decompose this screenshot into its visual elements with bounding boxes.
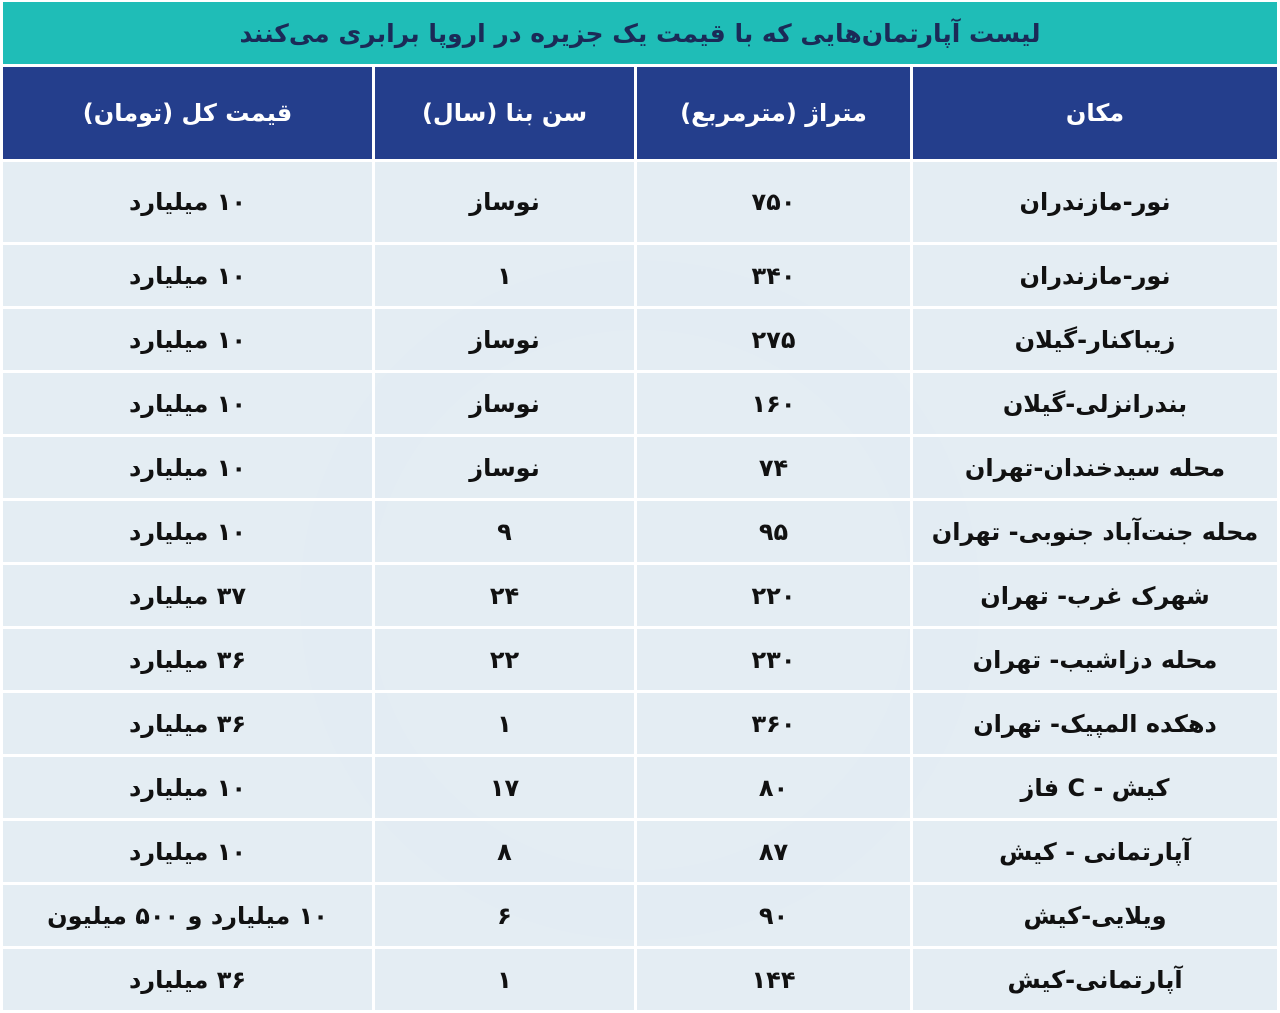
cell-price: ۱۰ میلیارد <box>3 373 372 437</box>
cell-area: ۱۶۰ <box>634 373 910 437</box>
cell-price: ۱۰ میلیارد <box>3 821 372 885</box>
cell-price: ۱۰ میلیارد <box>3 757 372 821</box>
cell-area: ۸۰ <box>634 757 910 821</box>
table-row <box>3 629 1277 693</box>
cell-location: نور-مازندران <box>910 245 1277 309</box>
cell-location: دهکده المپیک- تهران <box>910 693 1277 757</box>
cell-location: آپارتمانی-کیش <box>910 949 1277 1013</box>
cell-price: ۱۰ میلیارد <box>3 501 372 565</box>
cell-price: ۳۶ میلیارد <box>3 693 372 757</box>
cell-area: ۲۳۰ <box>634 629 910 693</box>
cell-age: ۱ <box>372 693 634 757</box>
cell-location: محله جنت‌آباد جنوبی- تهران <box>910 501 1277 565</box>
cell-age: نوساز <box>372 162 634 245</box>
table-row <box>3 949 1277 1013</box>
table-row <box>3 693 1277 757</box>
cell-price: ۱۰ میلیارد <box>3 162 372 245</box>
page-title: لیست آپارتمان‌هایی که با قیمت یک جزیره در اروپا برابری می‌کنند <box>239 18 1041 48</box>
cell-age: نوساز <box>372 309 634 373</box>
cell-location: کیش - C فاز <box>910 757 1277 821</box>
cell-area: ۲۷۵ <box>634 309 910 373</box>
cell-age: ۸ <box>372 821 634 885</box>
table-row <box>3 373 1277 437</box>
cell-location: محله سیدخندان-تهران <box>910 437 1277 501</box>
cell-location: محله دزاشیب- تهران <box>910 629 1277 693</box>
cell-age: نوساز <box>372 437 634 501</box>
table-row <box>3 821 1277 885</box>
cell-price: ۳۷ میلیارد <box>3 565 372 629</box>
cell-location: آپارتمانی - کیش <box>910 821 1277 885</box>
cell-age: ۱ <box>372 949 634 1013</box>
cell-price: ۱۰ میلیارد <box>3 309 372 373</box>
cell-area: ۲۲۰ <box>634 565 910 629</box>
cell-price: ۳۶ میلیارد <box>3 629 372 693</box>
cell-age: ۱۷ <box>372 757 634 821</box>
table-row <box>3 885 1277 949</box>
cell-price: ۱۰ میلیارد و ۵۰۰ میلیون <box>3 885 372 949</box>
cell-location: زیباکنار-گیلان <box>910 309 1277 373</box>
cell-area: ۷۴ <box>634 437 910 501</box>
table-row <box>3 437 1277 501</box>
table-row <box>3 501 1277 565</box>
cell-area: ۷۵۰ <box>634 162 910 245</box>
cell-area: ۱۴۴ <box>634 949 910 1013</box>
cell-area: ۹۰ <box>634 885 910 949</box>
cell-area: ۳۴۰ <box>634 245 910 309</box>
cell-age: ۲۲ <box>372 629 634 693</box>
cell-location: نور-مازندران <box>910 162 1277 245</box>
cell-location: ویلایی-کیش <box>910 885 1277 949</box>
table-header-row <box>3 67 1277 162</box>
cell-area: ۹۵ <box>634 501 910 565</box>
cell-location: شهرک غرب- تهران <box>910 565 1277 629</box>
table-row <box>3 162 1277 245</box>
cell-price: ۱۰ میلیارد <box>3 245 372 309</box>
cell-age: ۹ <box>372 501 634 565</box>
header-age: سن بنا (سال) <box>372 67 634 162</box>
header-location: مکان <box>910 67 1277 162</box>
table-row <box>3 309 1277 373</box>
cell-price: ۳۶ میلیارد <box>3 949 372 1013</box>
cell-age: نوساز <box>372 373 634 437</box>
cell-area: ۸۷ <box>634 821 910 885</box>
cell-age: ۱ <box>372 245 634 309</box>
header-area: متراژ (مترمربع) <box>634 67 910 162</box>
cell-price: ۱۰ میلیارد <box>3 437 372 501</box>
apartments-table <box>3 67 1277 1013</box>
title-bar <box>3 2 1277 67</box>
cell-age: ۶ <box>372 885 634 949</box>
table-row <box>3 565 1277 629</box>
cell-area: ۳۶۰ <box>634 693 910 757</box>
table-row <box>3 245 1277 309</box>
cell-age: ۲۴ <box>372 565 634 629</box>
cell-location: بندرانزلی-گیلان <box>910 373 1277 437</box>
table-row <box>3 757 1277 821</box>
header-price: قیمت کل (تومان) <box>3 67 372 162</box>
